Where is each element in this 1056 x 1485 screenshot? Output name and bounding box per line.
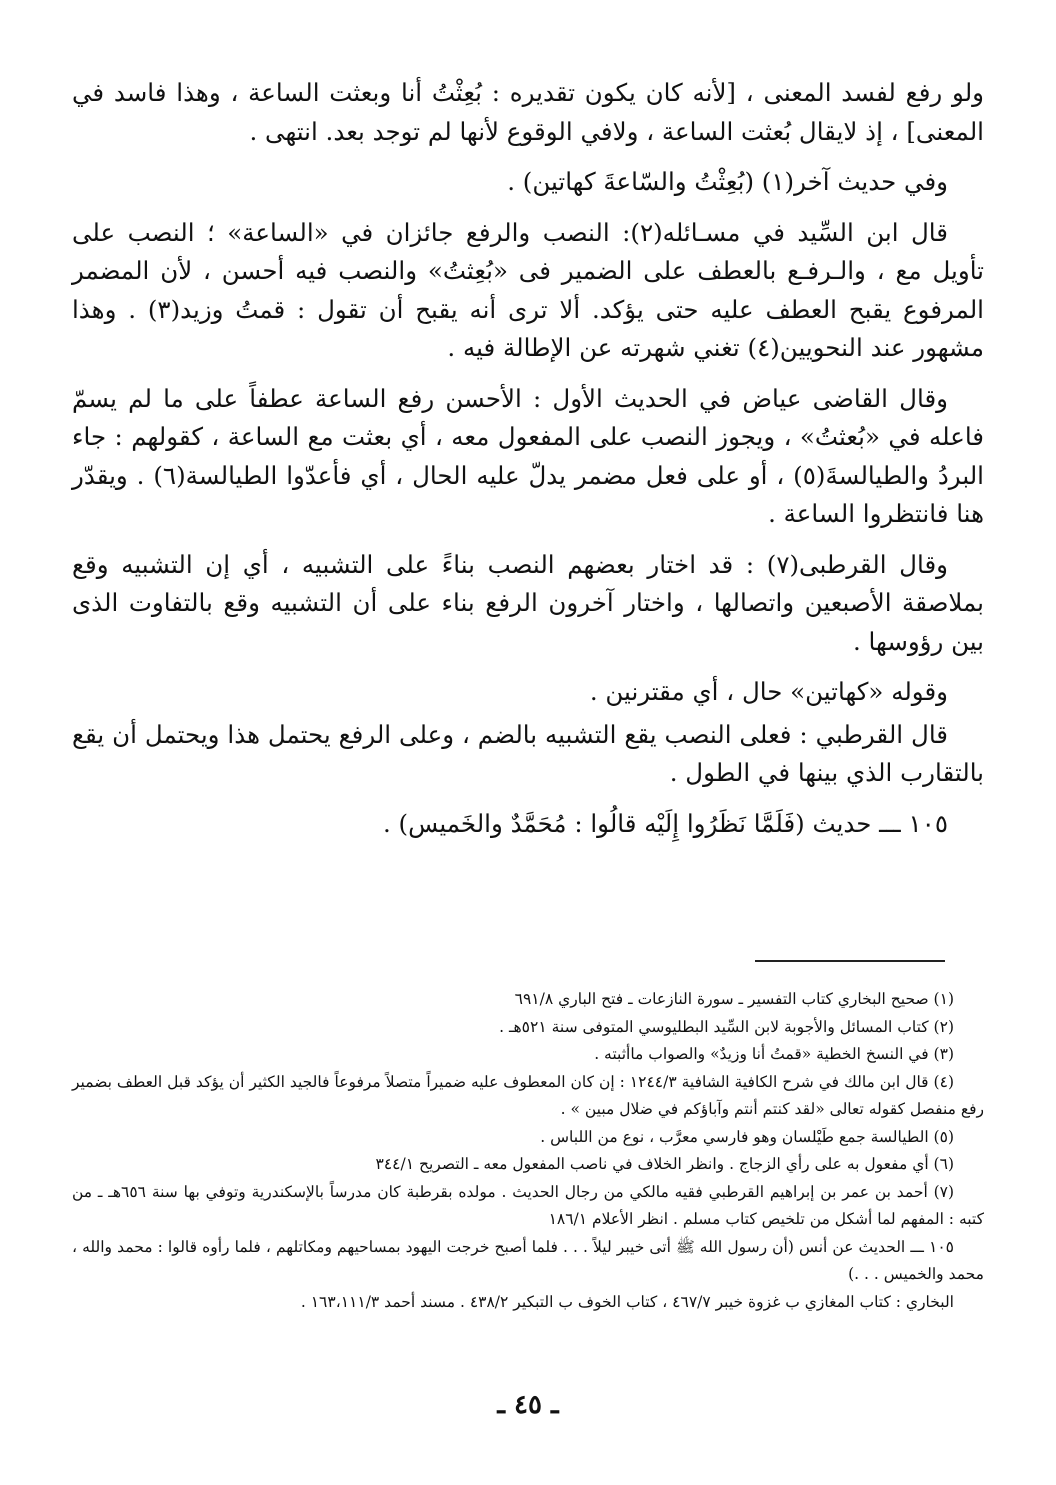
main-text xyxy=(72,74,984,855)
paragraph-4: وقال القاضى عياض في الحديث الأول : الأحسن رفع الساعة عطفاً على ما لم يسمّ فاعله في «بُعثتُ» ، ويجوز النصب على المفعول معه ، أي بعثت مع الساعة ، كقولهم : جاء البردُ والطيالسةَ(٥) ، أو على فعل مضمر يدلّ عليه الحال ، أي فأعدّوا الطيالسة(٦) . ويقدّر هنا فانتظروا الساعة . xyxy=(72,383,984,528)
paragraph-7: قال القرطبي : فعلى النصب يقع التشبيه بالضم ، وعلى الرفع يحتمل هذا ويحتمل أن يقع بالتقارب الذي بينها في الطول . xyxy=(72,719,984,787)
footnote-4: (٤) قال ابن مالك في شرح الكافية الشافية ١٢٤٤/٣ : إن كان المعطوف عليه ضميراً متصلاً مرفوعاً فالجيد الكثير أن يؤكد قبل العطف بضمير رفع منفصل كقوله تعالى «لقد كنتم أنتم وآباؤكم في ضلال مبين » . xyxy=(72,1072,984,1118)
footnote-1: (١) صحيح البخاري كتاب التفسير ـ سورة النازعات ـ فتح الباري ٦٩١/٨ xyxy=(514,990,954,1008)
footnote-105: ١٠٥ ـــ الحديث عن أنس (أن رسول الله ﷺ أتى خيبر ليلاً . . . فلما أصبح خرجت اليهود بمساحيهم ومكاتلهم ، فلما رأوه قالوا : محمد والله ، محمد والخميس . . .) xyxy=(72,1237,984,1283)
footnote-3: (٣) في النسخ الخطية «قمتُ أنا وزيدٌ» والصواب ماأثبته . xyxy=(594,1045,954,1063)
footnotes xyxy=(72,986,984,1316)
hadith-heading: ١٠٥ ـــ حديث (فَلَمَّا نَظَرُوا إِلَيْه قالُوا : مُحَمَّدٌ والخَميس) . xyxy=(382,808,948,838)
paragraph-3: قال ابن السِّيد في مسـائله(٢): النصب والرفع جائزان في «الساعة» ؛ النصب على تأويل مع ، والـرفـع بالعطف على الضمير فى «بُعِثتُ» والنصب فيه أحسن ، لأن المضمر المرفوع يقبح العطف عليه حتى يؤكد. ألا ترى أنه يقبح أن تقول : قمتُ وزيد(٣) . وهذا مشهور عند النحويين(٤) تغني شهرته عن الإطالة فيه . xyxy=(72,217,984,362)
footnote-105-sources: البخاري : كتاب المغازي ب غزوة خيبر ٤٦٧/٧ ، كتاب الخوف ب التبكير ٤٣٨/٢ . مسند أحمد ١٦٣،١١١/٣ . xyxy=(300,1292,954,1311)
paragraph-1: ولو رفع لفسد المعنى ، [لأنه كان يكون تقديره : بُعِثْتُ أنا وبعثت الساعة ، وهذا فاسد في المعنى] ، إذ لايقال بُعثت الساعة ، ولافي الوقوع لأنها لم توجد بعد. انتهى . xyxy=(72,78,984,146)
footnote-6: (٦) أي مفعول به على رأي الزجاج . وانظر الخلاف في ناصب المفعول معه ـ التصريح ٣٤٤/١ xyxy=(375,1155,954,1173)
footnote-separator xyxy=(755,960,945,962)
footnote-5: (٥) الطيالسة جمع طَيْلسان وهو فارسي معرَّب ، نوع من اللباس . xyxy=(540,1127,954,1146)
paragraph-5: وقال القرطبى(٧) : قد اختار بعضهم النصب بناءً على التشبيه ، أي إن التشبيه وقع بملاصقة الأصبعين واتصالها ، واختار آخرون الرفع بناء على أن التشبيه وقع بالتفاوت الذى بين رؤوسها . xyxy=(72,549,984,656)
paragraph-2: وفي حديث آخر(١) (بُعِثْتُ والسّاعةَ كهاتين) . xyxy=(507,167,948,196)
footnote-7: (٧) أحمد بن عمر بن إبراهيم القرطبي فقيه مالكي من رجال الحديث . مولده بقرطبة كان مدرساً بالإسكندرية وتوفي بها سنة ٦٥٦هـ ـ من كتبه : المفهم لما أشكل من تلخيص كتاب مسلم . انظر الأعلام ١٨٦/١ xyxy=(72,1182,984,1228)
page-number: ـ ٤٥ ـ xyxy=(497,1390,559,1420)
footnote-2: (٢) كتاب المسائل والأجوبة لابن السِّيد البطليوسي المتوفى سنة ٥٢١هـ . xyxy=(499,1017,954,1036)
paragraph-6: وقوله «كهاتين» حال ، أي مقترنين . xyxy=(589,677,948,706)
